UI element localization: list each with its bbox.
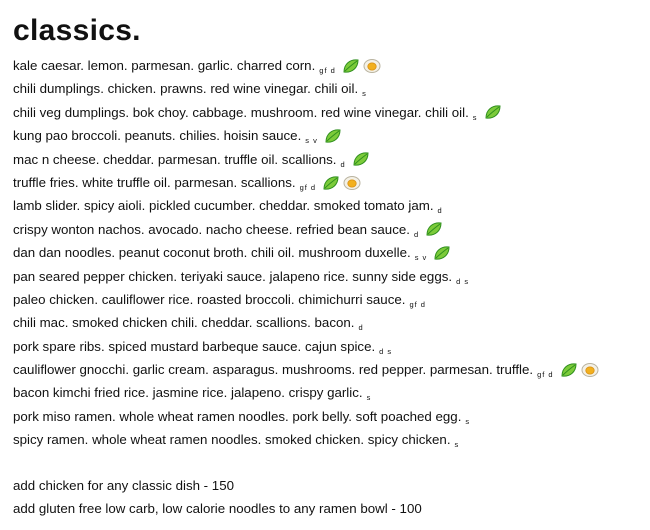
menu-item-description: pan seared pepper chicken. teriyaki sauce. jalapeno rice. sunny side eggs. [13,268,453,284]
menu-item-description: pork spare ribs. spiced mustard barbeque sauce. cajun spice. [13,338,376,354]
menu-item [13,124,643,147]
menu-item [13,265,643,288]
menu-item-description: dan dan noodles. peanut coconut broth. chili oil. mushroom duxelle. [13,245,411,261]
menu-footer [13,474,643,521]
dietary-icons [324,128,342,144]
menu-item [13,311,643,334]
menu-item-description: lamb slider. spicy aioli. pickled cucumber. cheddar. smoked tomato jam. [13,198,434,214]
dietary-codes: s [472,112,478,122]
leaf-icon [560,362,578,378]
menu-item-description: truffle fries. white truffle oil. parmesan. scallions. [13,174,296,190]
dietary-codes: d [358,323,364,333]
dietary-codes: d [437,206,443,216]
leaf-icon [484,104,502,120]
leaf-icon [425,221,443,237]
leaf-icon [433,245,451,261]
menu-item-description: paleo chicken. cauliflower rice. roasted broccoli. chimichurri sauce. [13,291,406,307]
leaf-icon [352,151,370,167]
menu-item-description: kung pao broccoli. peanuts. chilies. hoisin sauce. [13,128,302,144]
dietary-codes: d [413,229,420,239]
egg-icon [343,175,361,191]
menu-item-description: pork miso ramen. whole wheat ramen noodles. pork belly. soft poached egg. [13,408,462,424]
menu-item [13,335,643,358]
menu-item [13,54,643,77]
dietary-icons [484,104,502,120]
dietary-icons [433,245,451,261]
menu-items-list [13,54,643,452]
footer-note: add gluten free low carb, low calorie noodles to any ramen bowl - 100 [13,501,422,517]
menu-page [13,14,643,520]
leaf-icon [324,128,342,144]
dietary-codes: d s [379,346,393,356]
dietary-icons [352,151,370,167]
menu-item [13,358,643,381]
menu-title: classics. [13,14,141,47]
menu-item [13,218,643,241]
footer-note: add chicken for any classic dish - 150 [13,477,234,493]
dietary-codes: d [340,159,346,169]
egg-icon [581,362,599,378]
dietary-codes: gf d [409,299,426,309]
leaf-icon [322,175,340,191]
menu-item-description: mac n cheese. cheddar. parmesan. truffle oil. scallions. [13,151,337,167]
dietary-icons [342,58,381,74]
dietary-codes: s [362,89,367,99]
dietary-codes: s v [414,253,428,263]
dietary-codes: s [366,393,372,403]
menu-item [13,241,643,264]
menu-item-description: spicy ramen. whole wheat ramen noodles. smoked chicken. spicy chicken. [13,432,451,448]
dietary-codes: gf d [319,66,336,75]
dietary-codes: s [465,416,471,426]
dietary-codes: s [454,440,460,450]
egg-icon [363,58,381,74]
leaf-icon [342,58,360,74]
dietary-icons [322,175,361,191]
menu-item-description: cauliflower gnocchi. garlic cream. asparagus. mushrooms. red pepper. parmesan. truffle. [13,362,534,378]
menu-item [13,428,643,451]
dietary-codes: gf d [299,182,317,192]
menu-item-description: kale caesar. lemon. parmesan. garlic. charred corn. [13,58,316,73]
menu-item-description: chili dumplings. chicken. prawns. red wine vinegar. chili oil. [13,81,359,97]
menu-item-description: crispy wonton nachos. avocado. nacho cheese. refried bean sauce. [13,221,410,237]
menu-item [13,148,643,171]
menu-item-description: chili veg dumplings. bok choy. cabbage. mushroom. red wine vinegar. chili oil. [13,104,469,120]
dietary-codes: d s [456,276,470,286]
menu-item [13,405,643,428]
menu-item [13,288,643,311]
dietary-codes: s v [305,136,318,146]
menu-item [13,171,643,194]
menu-item-description: bacon kimchi fried rice. jasmine rice. jalapeno. crispy garlic. [13,385,363,401]
dietary-icons [560,362,599,378]
dietary-icons [425,221,443,237]
dietary-codes: gf d [537,370,554,380]
menu-item [13,101,643,124]
menu-item [13,194,643,217]
menu-item-description: chili mac. smoked chicken chili. cheddar. scallions. bacon. [13,315,355,331]
